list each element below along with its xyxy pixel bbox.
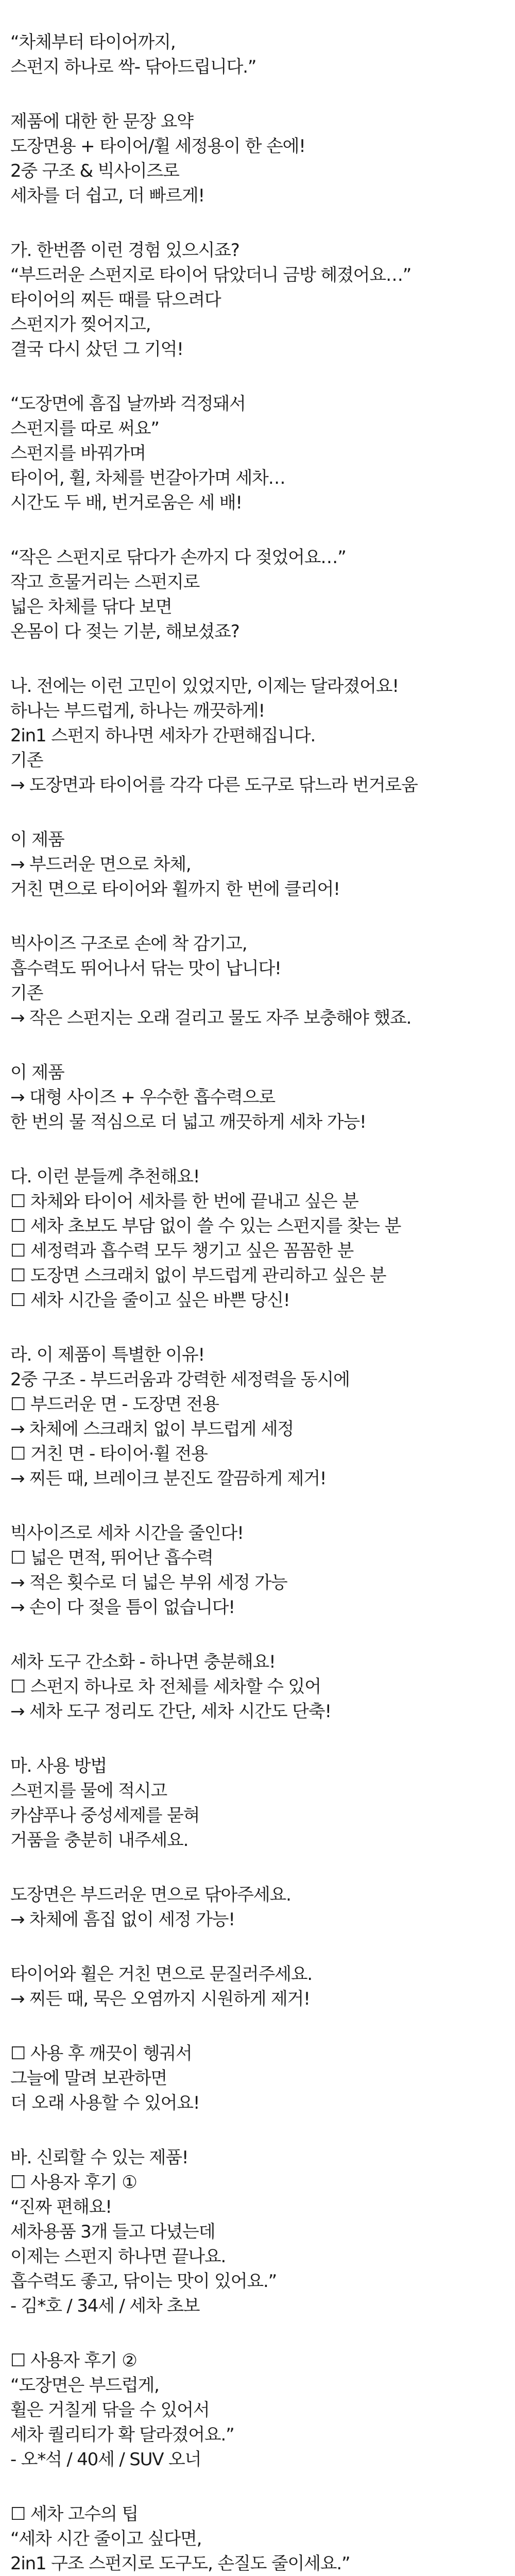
text-line: 카샴푸나 중성세제를 묻혀 <box>10 1805 200 1826</box>
text-line: 도장면용 + 타이어/휠 세정용이 한 손에! <box>10 136 305 157</box>
text-line: “도장면에 흠집 날까봐 걱정돼서 <box>10 394 246 414</box>
paragraph-gap <box>10 2011 515 2041</box>
text-line: 2in1 스펀지 하나면 세차가 간편해집니다. <box>10 725 316 746</box>
text-block <box>10 545 515 644</box>
text-line: → 작은 스펀지는 오래 걸리고 물도 자주 보충해야 했죠. <box>10 1008 411 1028</box>
text-line: → 찌든 때, 묵은 오염까지 시원하게 제거! <box>10 1989 310 2009</box>
text-line: 2중 구조 & 빅사이즈로 <box>10 161 179 181</box>
text-line: 온몸이 다 젖는 기분, 해보셨죠? <box>10 621 239 642</box>
paragraph-gap <box>10 1134 515 1164</box>
text-line: 스펀지가 찢어지고, <box>10 314 151 335</box>
text-line: → 대형 사이즈 + 우수한 흡수력으로 <box>10 1087 275 1108</box>
text-block <box>10 1883 515 1932</box>
text-line: ☐ 거친 면 - 타이어·휠 전용 <box>10 1444 208 1464</box>
text-line: → 차체에 흠집 없이 세정 가능! <box>10 1909 235 1930</box>
text-line: 세차 도구 간소화 - 하나면 충분해요! <box>10 1652 276 1672</box>
text-line: 그늘에 말려 보관하면 <box>10 2068 167 2089</box>
text-line: ☐ 넓은 면적, 뛰어난 흡수력 <box>10 1548 213 1568</box>
text-block <box>10 931 515 1030</box>
text-line: - 오*석 / 40세 / SUV 오너 <box>10 2449 201 2470</box>
paragraph-gap <box>10 1932 515 1962</box>
text-line: 타이어, 휠, 차체를 번갈아가며 세차… <box>10 468 285 488</box>
text-line: “도장면은 부드럽게, <box>10 2375 159 2396</box>
text-line: 다. 이런 분들께 추천해요! <box>10 1166 200 1187</box>
text-line: ☐ 부드러운 면 - 도장면 전용 <box>10 1394 219 1415</box>
paragraph-gap <box>10 1853 515 1883</box>
text-line: 하나는 부드럽게, 하나는 깨끗하게! <box>10 701 265 721</box>
text-line: 더 오래 사용할 수 있어요! <box>10 2093 200 2113</box>
text-line: 결국 다시 샀던 그 기억! <box>10 339 183 360</box>
text-line: ☐ 세차 시간을 줄이고 싶은 바쁜 당신! <box>10 1290 290 1311</box>
text-line: 스펀지 하나로 싹- 닦아드립니다.” <box>10 57 256 77</box>
text-block <box>10 1343 515 1491</box>
text-line: 바. 신뢰할 수 있는 제품! <box>10 2147 188 2168</box>
text-line: 이 제품 <box>10 829 64 850</box>
text-line: 스펀지를 바꿔가며 <box>10 443 146 464</box>
text-line: “작은 스펀지로 닦다가 손까지 다 젖었어요…” <box>10 547 346 568</box>
text-line: 스펀지를 물에 적시고 <box>10 1781 167 1801</box>
text-block <box>10 1521 515 1620</box>
text-block <box>10 1962 515 2011</box>
paragraph-gap <box>10 2115 515 2145</box>
text-block <box>10 827 515 902</box>
text-line: 시간도 두 배, 번거로움은 세 배! <box>10 493 242 513</box>
text-line: 2중 구조 - 부드러움과 강력한 세정력을 동시에 <box>10 1369 350 1390</box>
text-line: → 손이 다 젖을 틈이 없습니다! <box>10 1597 235 1618</box>
text-line: 라. 이 제품이 특별한 이유! <box>10 1345 204 1365</box>
text-line: 이 제품 <box>10 1062 64 1083</box>
text-block <box>10 238 515 362</box>
text-line: ☐ 사용 후 깨끗이 헹궈서 <box>10 2043 192 2064</box>
paragraph-gap <box>10 515 515 545</box>
text-line: 거친 면으로 타이어와 휠까지 한 번에 클리어! <box>10 879 340 900</box>
text-line: 휠은 거칠게 닦을 수 있어서 <box>10 2400 210 2420</box>
text-line: → 도장면과 타이어를 각각 다른 도구로 닦느라 번거로움 <box>10 775 418 795</box>
text-line: 기존 <box>10 983 43 1004</box>
text-block <box>10 2145 515 2318</box>
text-block <box>10 1754 515 1853</box>
text-block <box>10 30 515 79</box>
text-line: 흡수력도 좋고, 닦이는 맛이 있어요.” <box>10 2271 277 2292</box>
text-block <box>10 2502 515 2576</box>
text-line: 마. 사용 방법 <box>10 1756 107 1776</box>
text-line: ☐ 사용자 후기 ② <box>10 2350 137 2371</box>
text-line: 제품에 대한 한 문장 요약 <box>10 111 193 132</box>
text-line: 한 번의 물 적심으로 더 넓고 깨끗하게 세차 가능! <box>10 1112 366 1132</box>
text-line: → 세차 도구 정리도 간단, 세차 시간도 단축! <box>10 1701 331 1722</box>
text-line: ☐ 세차 초보도 부담 없이 쓸 수 있는 스펀지를 찾는 분 <box>10 1216 401 1236</box>
text-block <box>10 109 515 208</box>
text-line: 빅사이즈 구조로 손에 착 감기고, <box>10 934 247 954</box>
text-block <box>10 1650 515 1724</box>
text-line: ☐ 사용자 후기 ① <box>10 2172 137 2193</box>
text-line: 스펀지를 따로 써요” <box>10 418 159 439</box>
text-line: ☐ 세차 고수의 팁 <box>10 2504 138 2524</box>
text-line: 2in1 구조 스펀지로 도구도, 손질도 줄이세요.” <box>10 2553 350 2574</box>
paragraph-gap <box>10 208 515 238</box>
text-line: 세차 퀄리티가 확 달라졌어요.” <box>10 2425 234 2445</box>
paragraph-gap <box>10 2318 515 2348</box>
text-line: - 김*호 / 34세 / 세차 초보 <box>10 2296 200 2316</box>
text-line: ☐ 도장면 스크래치 없이 부드럽게 관리하고 싶은 분 <box>10 1265 386 1286</box>
paragraph-gap <box>10 902 515 931</box>
text-line: “진짜 편해요! <box>10 2197 112 2217</box>
text-line: 빅사이즈로 세차 시간을 줄인다! <box>10 1523 244 1544</box>
text-line: → 찌든 때, 브레이크 분진도 깔끔하게 제거! <box>10 1468 327 1489</box>
text-line: 타이어와 휠은 거친 면으로 문질러주세요. <box>10 1964 312 1985</box>
text-line: 흡수력도 뛰어나서 닦는 맛이 납니다! <box>10 958 281 979</box>
text-line: → 차체에 스크래치 없이 부드럽게 세정 <box>10 1419 294 1439</box>
text-line: → 부드러운 면으로 차체, <box>10 854 191 875</box>
paragraph-gap <box>10 1313 515 1343</box>
text-line: 넓은 차체를 닦다 보면 <box>10 597 172 617</box>
text-block <box>10 2041 515 2115</box>
text-line: 세차를 더 쉽고, 더 빠르게! <box>10 185 204 206</box>
text-line: 도장면은 부드러운 면으로 닦아주세요. <box>10 1885 291 1905</box>
paragraph-gap <box>10 2472 515 2502</box>
text-line: → 적은 횟수로 더 넓은 부위 세정 가능 <box>10 1572 287 1593</box>
text-line: 나. 전에는 이런 고민이 있었지만, 이제는 달라졌어요! <box>10 676 399 697</box>
text-line: 거품을 충분히 내주세요. <box>10 1830 188 1851</box>
paragraph-gap <box>10 362 515 392</box>
text-line: 타이어의 찌든 때를 닦으려다 <box>10 290 221 310</box>
paragraph-gap <box>10 79 515 109</box>
text-line: 세차용품 3개 들고 다녔는데 <box>10 2222 215 2242</box>
paragraph-gap <box>10 644 515 674</box>
text-block <box>10 2348 515 2472</box>
text-line: ☐ 차체와 타이어 세차를 한 번에 끝내고 싶은 분 <box>10 1191 358 1212</box>
paragraph-gap <box>10 1724 515 1754</box>
paragraph-gap <box>10 798 515 827</box>
paragraph-gap <box>10 1030 515 1060</box>
text-block <box>10 1060 515 1134</box>
text-block <box>10 674 515 798</box>
text-line: “부드러운 스펀지로 타이어 닦았더니 금방 헤졌어요…” <box>10 265 411 285</box>
text-line: 가. 한번쯤 이런 경험 있으시죠? <box>10 240 239 261</box>
text-block <box>10 1164 515 1313</box>
text-line: “세차 시간 줄이고 싶다면, <box>10 2529 202 2549</box>
text-line: ☐ 스펀지 하나로 차 전체를 세차할 수 있어 <box>10 1676 321 1697</box>
text-line: 작고 흐물거리는 스펀지로 <box>10 572 200 592</box>
paragraph-gap <box>10 1620 515 1650</box>
text-line: 이제는 스펀지 하나면 끝나요. <box>10 2246 226 2267</box>
paragraph-gap <box>10 1491 515 1521</box>
text-line: “차체부터 타이어까지, <box>10 32 176 53</box>
text-line: 기존 <box>10 750 43 771</box>
text-block <box>10 392 515 515</box>
text-line: ☐ 세정력과 흡수력 모두 챙기고 싶은 꼼꼼한 분 <box>10 1241 354 1261</box>
